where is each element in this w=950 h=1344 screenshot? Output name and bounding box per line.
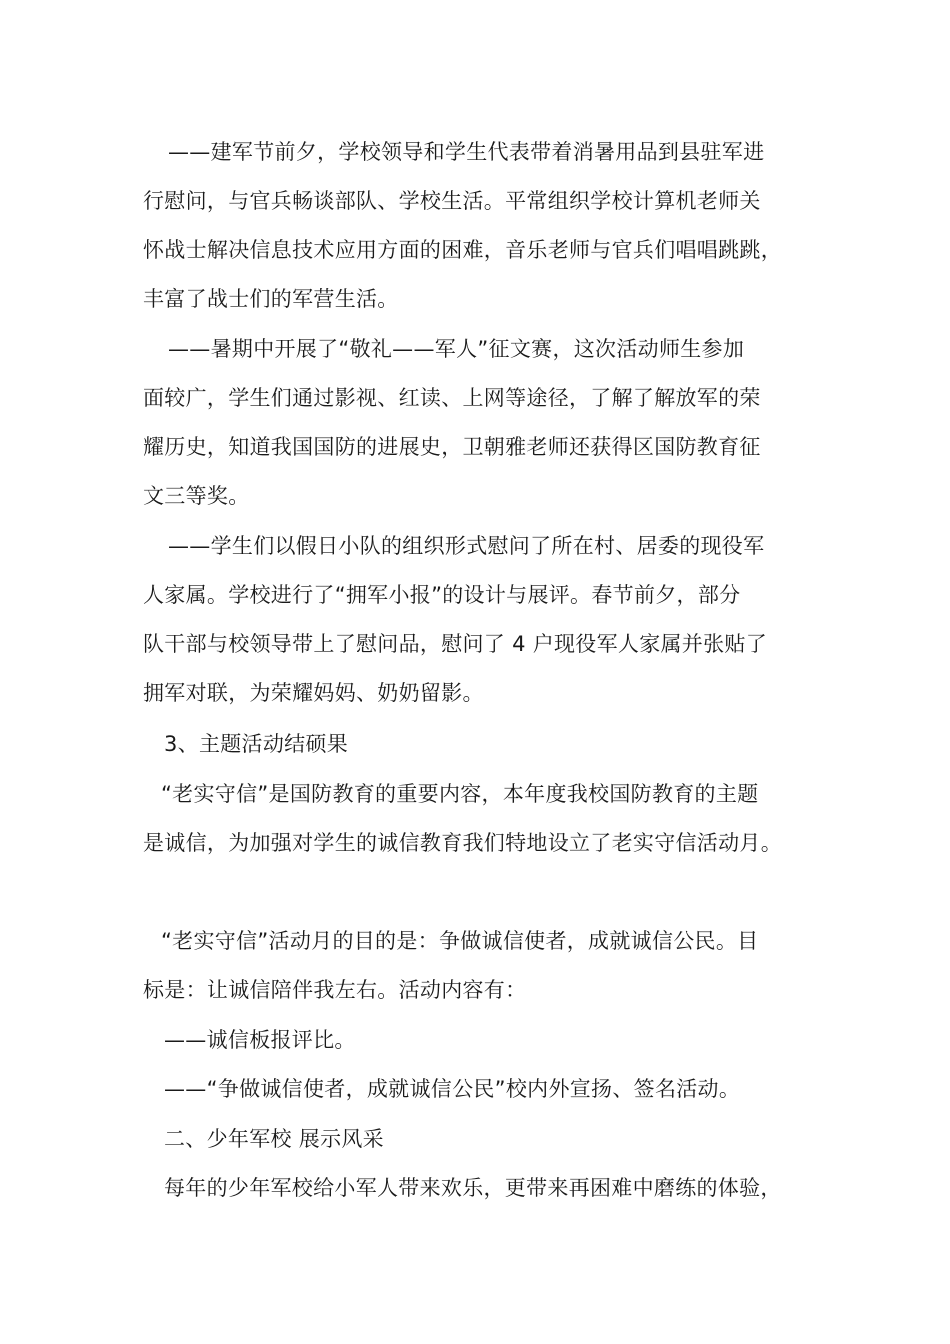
paragraph-line: 队干部与校领导带上了慰问品，慰问了 4 户现役军人家属并张贴了 [143,632,768,656]
paragraph-line: 怀战士解决信息技术应用方面的困难，音乐老师与官兵们唱唱跳跳， [143,238,782,262]
paragraph-line: “老实守信”是国防教育的重要内容，本年度我校国防教育的主题 [161,782,759,806]
paragraph-line: 标是：让诚信陪伴我左右。活动内容有： [143,978,527,1002]
paragraph-line: ——学生们以假日小队的组织形式慰问了所在村、居委的现役军 [168,534,765,558]
paragraph-line: 丰富了战士们的军营生活。 [143,287,399,311]
paragraph-line: “老实守信”活动月的目的是：争做诚信使者，成就诚信公民。目 [161,929,759,953]
paragraph-line: ——“争做诚信使者，成就诚信公民”校内外宣扬、签名活动。 [164,1077,741,1101]
paragraph-line: 人家属。学校进行了“拥军小报”的设计与展评。春节前夕，部分 [143,583,741,607]
paragraph-line: 是诚信，为加强对学生的诚信教育我们特地设立了老实守信活动月。 [143,831,782,855]
section-heading: 二、少年军校 展示风采 [164,1127,384,1151]
paragraph-line: 耀历史，知道我国国防的进展史，卫朝雅老师还获得区国防教育征 [143,435,761,459]
paragraph-line: 行慰问，与官兵畅谈部队、学校生活。平常组织学校计算机老师关 [143,189,761,213]
paragraph-line: ——暑期中开展了“敬礼——军人”征文赛，这次活动师生参加 [168,337,745,361]
paragraph-line: 面较广，学生们通过影视、红读、上网等途径，了解了解放军的荣 [143,386,761,410]
paragraph-line: 每年的少年军校给小军人带来欢乐，更带来再困难中磨练的体验， [164,1176,782,1200]
paragraph-line: 文三等奖。 [143,484,250,508]
paragraph-line: ——建军节前夕，学校领导和学生代表带着消暑用品到县驻军进 [168,140,765,164]
paragraph-line: ——诚信板报评比。 [164,1028,356,1052]
section-heading: 3、主题活动结硕果 [164,732,349,756]
paragraph-line: 拥军对联，为荣耀妈妈、奶奶留影。 [143,681,484,705]
